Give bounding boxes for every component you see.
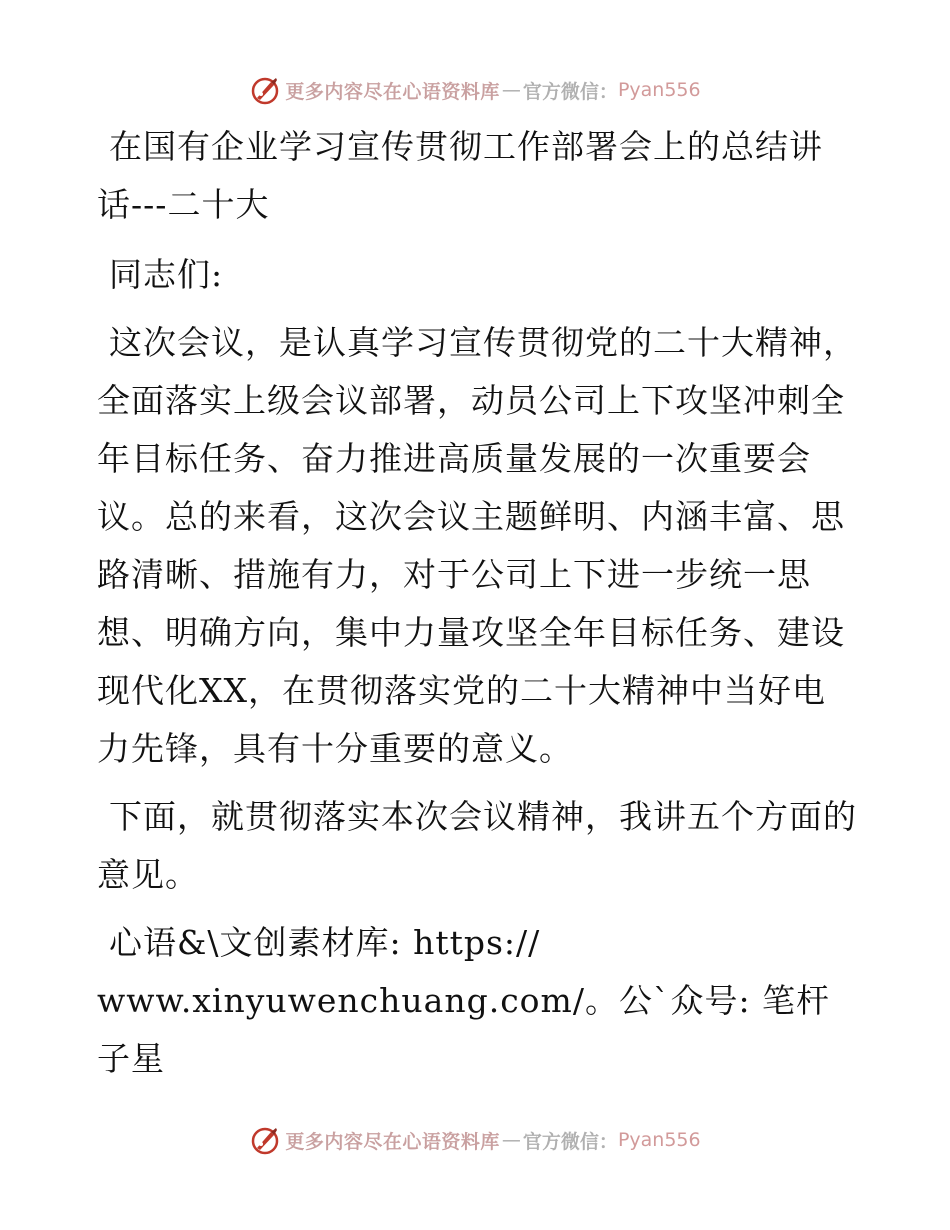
document-body <box>97 118 857 1098</box>
site-name: 更多内容尽在心语资料库 <box>285 80 500 103</box>
wechat-id: Pyan556 <box>617 1129 701 1151</box>
salutation: 同志们: <box>109 255 224 294</box>
quill-logo-icon <box>249 74 281 106</box>
document-title: 在国有企业学习宣传贯彻工作部署会上的总结讲话---二十大 <box>97 127 823 224</box>
source-line-2: www.xinyuwenchuang.com/。公`众号: 笔杆子星 <box>97 981 831 1078</box>
footer-watermark-banner <box>0 1120 950 1160</box>
header-watermark-banner <box>0 70 950 110</box>
banner-separator: — <box>501 1129 521 1151</box>
wechat-label: 官方微信： <box>522 1130 618 1153</box>
source-line-1: 心语&\文创素材库: https:// <box>109 923 541 962</box>
paragraph-intro: 这次会议，是认真学习宣传贯彻党的二十大精神，全面落实上级会议部署，动员公司上下攻坚冲刺全年目标任务、奋力推进高质量发展的一次重要会议。总的来看，这次会议主题鲜明、内涵丰富、思路清晰、措施有力，对于公司上下进一步统一思想、明确方向，集中力量攻坚全年目标任务、建设现代化XX，在贯彻落实党的二十大精神中当好电力先锋，具有十分重要的意义。 <box>97 323 857 768</box>
paragraph-outline: 下面，就贯彻落实本次会议精神，我讲五个方面的意见。 <box>97 797 857 894</box>
quill-logo-icon <box>249 1124 281 1156</box>
site-name: 更多内容尽在心语资料库 <box>285 1130 500 1153</box>
wechat-id: Pyan556 <box>617 79 701 101</box>
wechat-label: 官方微信： <box>522 80 618 103</box>
banner-separator: — <box>501 79 521 101</box>
